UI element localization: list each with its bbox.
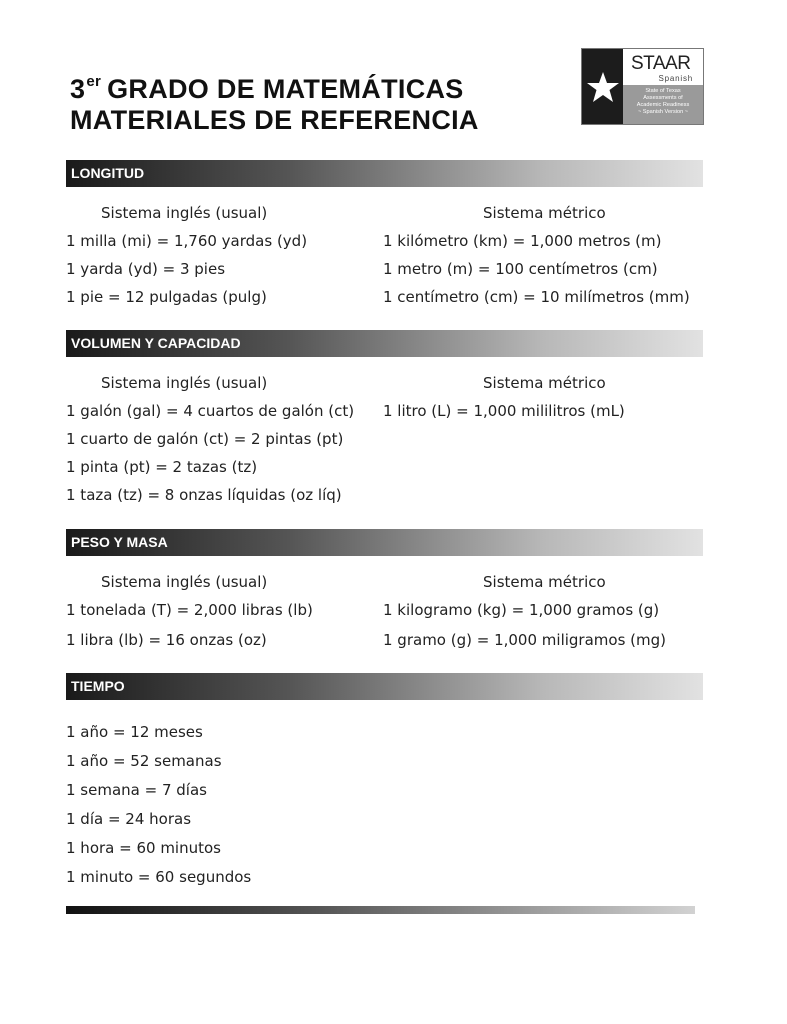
weight-metric-item: 1 kilogramo (kg) = 1,000 gramos (g) <box>383 601 660 619</box>
grade-superscript: er <box>86 73 102 90</box>
length-metric-item: 1 metro (m) = 100 centímetros (cm) <box>383 260 658 278</box>
time-item: 1 día = 24 horas <box>66 810 192 828</box>
logo-language: Spanish <box>658 74 693 83</box>
volume-us-heading: Sistema inglés (usual) <box>101 374 268 392</box>
length-us-heading: Sistema inglés (usual) <box>101 204 268 222</box>
time-item: 1 semana = 7 días <box>66 781 207 799</box>
length-us-item: 1 pie = 12 pulgadas (pulg) <box>66 288 267 306</box>
length-metric-item: 1 kilómetro (km) = 1,000 metros (m) <box>383 232 662 250</box>
length-metric-item: 1 centímetro (cm) = 10 milímetros (mm) <box>383 288 690 306</box>
section-header-time: TIEMPO <box>66 673 703 700</box>
logo-brand: STAAR <box>631 53 691 74</box>
volume-us-item: 1 galón (gal) = 4 cuartos de galón (ct) <box>66 402 355 420</box>
section-header-length: LONGITUD <box>66 160 703 187</box>
weight-metric-item: 1 gramo (g) = 1,000 miligramos (mg) <box>383 631 666 649</box>
title-line-2: MATERIALES DE REFERENCIA <box>70 105 479 135</box>
bottom-divider <box>66 906 695 914</box>
section-header-weight: PESO Y MASA <box>66 529 703 556</box>
staar-logo <box>581 48 704 125</box>
star-icon <box>582 49 623 124</box>
weight-metric-heading: Sistema métrico <box>483 573 606 591</box>
weight-us-item: 1 libra (lb) = 16 onzas (oz) <box>66 631 267 649</box>
volume-us-item: 1 cuarto de galón (ct) = 2 pintas (pt) <box>66 430 344 448</box>
length-metric-heading: Sistema métrico <box>483 204 606 222</box>
weight-us-heading: Sistema inglés (usual) <box>101 573 268 591</box>
length-us-item: 1 milla (mi) = 1,760 yardas (yd) <box>66 232 308 250</box>
time-item: 1 año = 52 semanas <box>66 752 222 770</box>
page-title <box>70 66 479 136</box>
volume-metric-heading: Sistema métrico <box>483 374 606 392</box>
time-item: 1 año = 12 meses <box>66 723 203 741</box>
time-item: 1 minuto = 60 segundos <box>66 868 252 886</box>
logo-subtitle: State of Texas Assessments of Academic Readiness ~ Spanish Version ~ <box>623 85 703 124</box>
title-line-1: 3er GRADO DE MATEMÁTICAS <box>70 73 464 104</box>
length-us-item: 1 yarda (yd) = 3 pies <box>66 260 226 278</box>
weight-us-item: 1 tonelada (T) = 2,000 libras (lb) <box>66 601 313 619</box>
volume-us-item: 1 taza (tz) = 8 onzas líquidas (oz líq) <box>66 486 342 504</box>
volume-us-item: 1 pinta (pt) = 2 tazas (tz) <box>66 458 258 476</box>
time-item: 1 hora = 60 minutos <box>66 839 221 857</box>
volume-metric-item: 1 litro (L) = 1,000 mililitros (mL) <box>383 402 625 420</box>
section-header-volume: VOLUMEN Y CAPACIDAD <box>66 330 703 357</box>
